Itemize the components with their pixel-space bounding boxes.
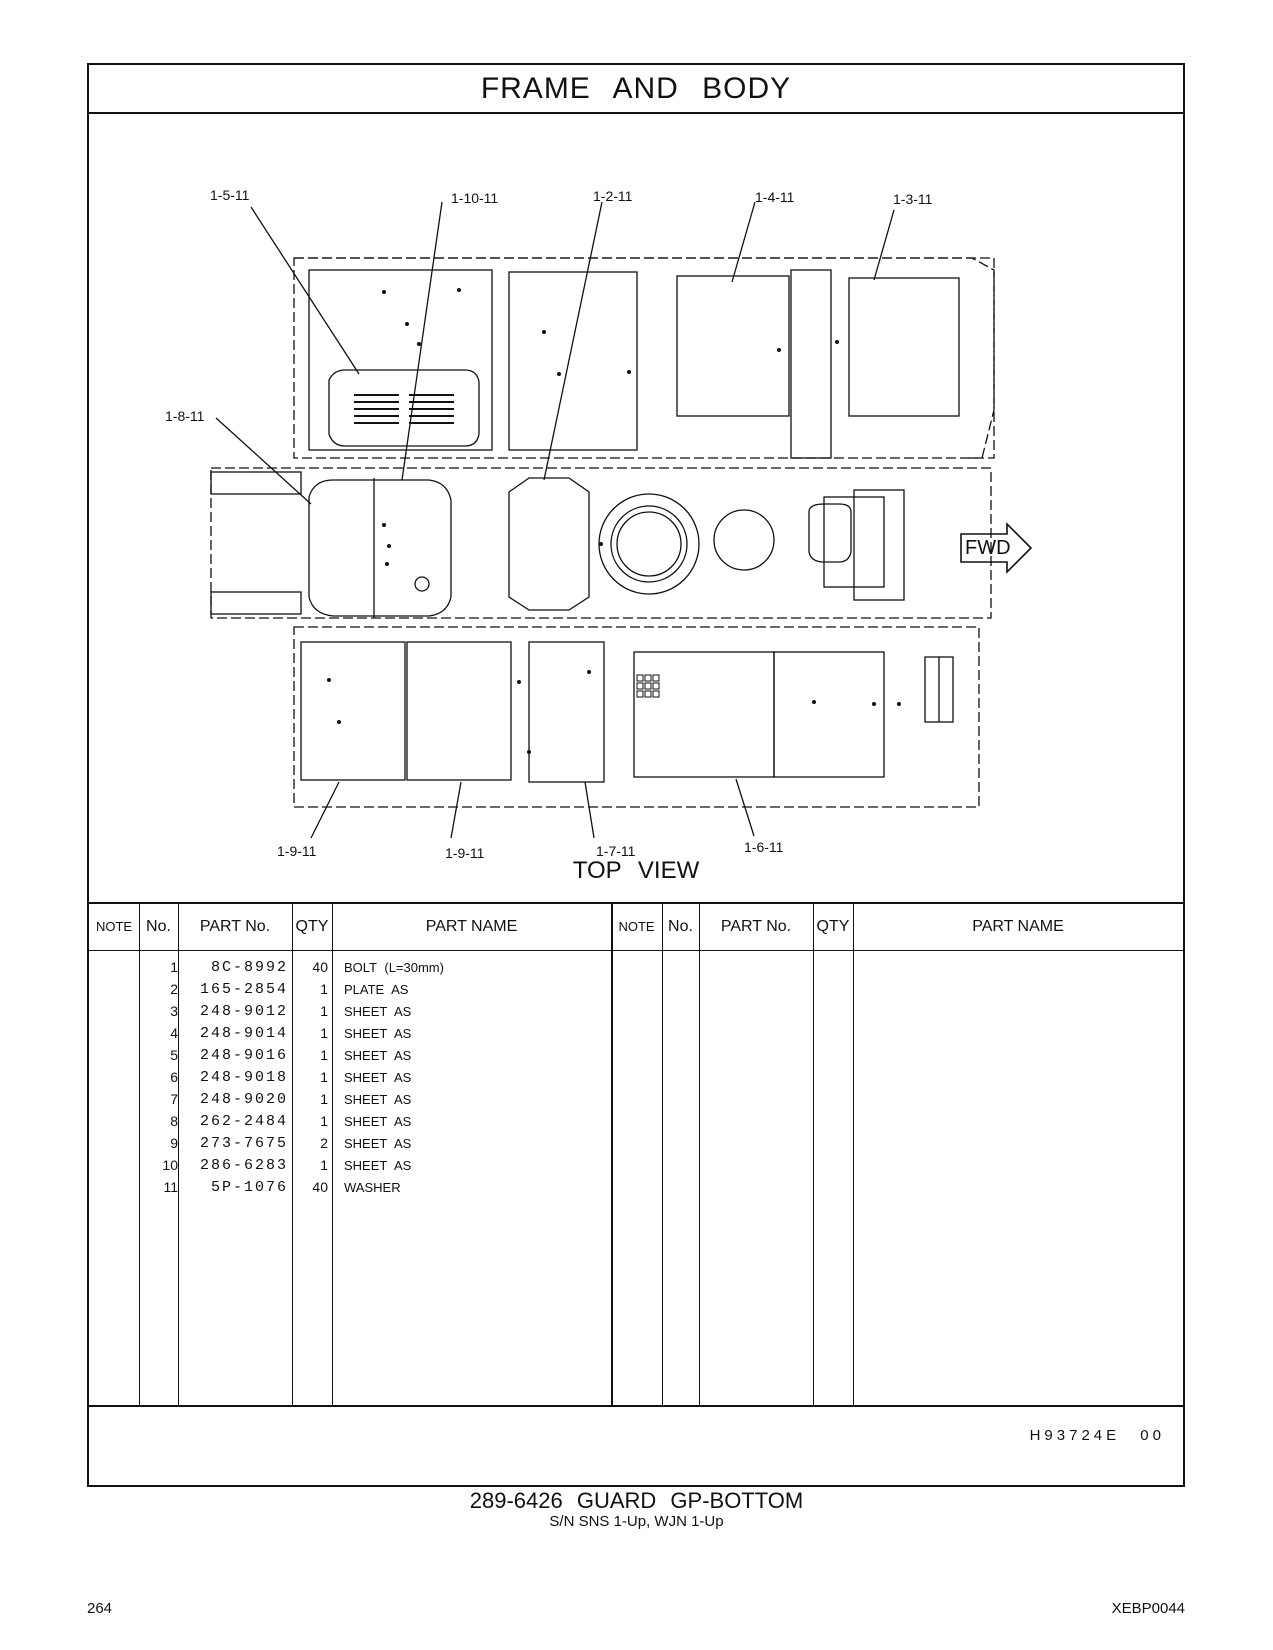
header-note: NOTE — [95, 919, 133, 934]
row-part-name: SHEET AS — [344, 1004, 412, 1019]
page-frame — [87, 63, 1185, 1487]
caption-serials: S/N SNS 1-Up, WJN 1-Up — [549, 1513, 724, 1530]
callout-1-9-11-left: 1-9-11 — [277, 843, 317, 859]
row-part-no: 165-2854 — [199, 981, 288, 998]
parts-drawing — [89, 112, 1183, 902]
callout-1-9-11-right: 1-9-11 — [445, 845, 485, 861]
callout-1-3-11: 1-3-11 — [893, 191, 933, 207]
row-part-name: SHEET AS — [344, 1114, 412, 1129]
row-part-name: PLATE AS — [344, 982, 409, 997]
row-qty: 1 — [320, 1025, 328, 1041]
row-qty: 1 — [320, 1047, 328, 1063]
callout-1-2-11: 1-2-11 — [593, 188, 633, 204]
row-part-no: 248-9018 — [199, 1069, 288, 1086]
row-part-no: 286-6283 — [199, 1157, 288, 1174]
row-part-name: SHEET AS — [344, 1070, 412, 1085]
row-qty: 1 — [320, 1113, 328, 1129]
row-part-name: SHEET AS — [344, 1158, 412, 1173]
row-no: 2 — [170, 981, 178, 997]
row-no: 3 — [170, 1003, 178, 1019]
header-part-no: PART No. — [199, 918, 271, 935]
callout-1-6-11: 1-6-11 — [744, 839, 784, 855]
row-part-no: 248-9014 — [199, 1025, 288, 1042]
row-part-name: WASHER — [344, 1180, 401, 1195]
row-part-no: 262-2484 — [199, 1113, 288, 1130]
frame-top-view-diagram — [89, 112, 1183, 902]
row-qty: 40 — [312, 959, 328, 975]
view-label: TOP VIEW — [572, 857, 700, 884]
header-no-right: No. — [668, 918, 693, 935]
row-part-no: 8C-8992 — [210, 959, 288, 976]
row-no: 4 — [170, 1025, 178, 1041]
callout-1-4-11: 1-4-11 — [755, 189, 795, 205]
row-qty: 1 — [320, 1069, 328, 1085]
header-qty-right: QTY — [816, 918, 850, 935]
row-no: 5 — [170, 1047, 178, 1063]
row-no: 11 — [163, 1179, 178, 1195]
row-no: 10 — [162, 1157, 178, 1173]
header-part-name: PART NAME — [425, 918, 518, 935]
row-qty: 2 — [320, 1135, 328, 1151]
page-number: 264 — [87, 1600, 113, 1617]
row-no: 1 — [170, 959, 178, 975]
header-no: No. — [146, 918, 171, 935]
row-part-name: SHEET AS — [344, 1026, 412, 1041]
row-part-no: 248-9016 — [199, 1047, 288, 1064]
row-no: 6 — [170, 1069, 178, 1085]
callout-1-8-11: 1-8-11 — [165, 408, 205, 424]
row-part-no: 248-9012 — [199, 1003, 288, 1020]
page-caption — [0, 1488, 1273, 1530]
callout-1-7-11: 1-7-11 — [596, 843, 636, 859]
row-no: 9 — [170, 1135, 178, 1151]
fwd-label: FWD — [965, 537, 1011, 559]
header-part-name-right: PART NAME — [972, 918, 1064, 935]
row-part-no: 5P-1076 — [210, 1179, 288, 1196]
row-qty: 1 — [320, 981, 328, 997]
row-part-no: 248-9020 — [199, 1091, 288, 1108]
row-part-name: SHEET AS — [344, 1048, 412, 1063]
header-part-no-right: PART No. — [720, 918, 792, 935]
drawing-reference-code: H93724E 00 — [1029, 1427, 1165, 1444]
callout-1-10-11: 1-10-11 — [451, 190, 499, 206]
row-no: 7 — [170, 1091, 178, 1107]
row-no: 8 — [170, 1113, 178, 1129]
row-qty: 1 — [320, 1091, 328, 1107]
caption-title: 289-6426 GUARD GP-BOTTOM — [469, 1488, 804, 1513]
document-code: XEBP0044 — [1111, 1600, 1185, 1617]
row-part-no: 273-7675 — [199, 1135, 288, 1152]
page-title: FRAME AND BODY — [89, 65, 1183, 114]
row-part-name: SHEET AS — [344, 1136, 412, 1151]
parts-table — [89, 902, 1183, 1407]
row-qty: 1 — [320, 1157, 328, 1173]
row-qty: 1 — [320, 1003, 328, 1019]
header-qty: QTY — [295, 918, 329, 935]
callout-1-5-11: 1-5-11 — [210, 187, 250, 203]
row-part-name: SHEET AS — [344, 1092, 412, 1107]
header-note-right: NOTE — [618, 919, 655, 934]
row-qty: 40 — [312, 1179, 328, 1195]
row-part-name: BOLT (L=30mm) — [344, 960, 444, 975]
